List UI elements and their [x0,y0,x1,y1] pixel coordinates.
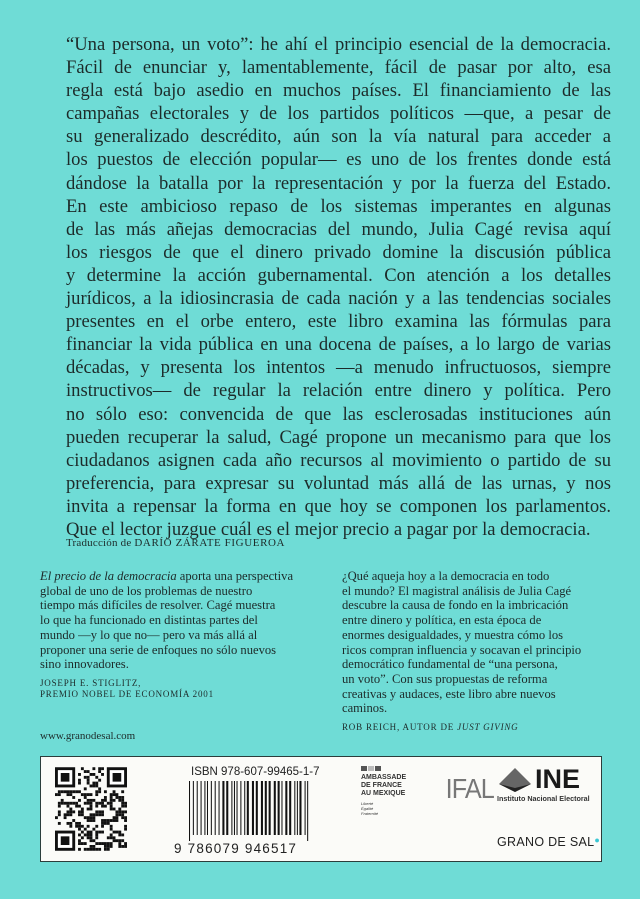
description-line: y determine la acción gubernamental. Con atención a los detalles [66,264,611,286]
blurb-line: tiempo más difíciles de resolver. Cagé muestra [40,598,276,613]
blurb-attribution: JOSEPH E. STIGLITZ, [40,677,142,688]
description-line: dándose la batalla por la representación y por la fuerza del Estado. [66,172,611,194]
motto-line: Égalité [361,806,374,811]
blurb-line: un voto”. Con sus propuestas de reforma [342,671,548,686]
blurb-line: descubre la causa de fondo en la imbricación [342,598,569,613]
back-cover-description [66,33,611,541]
blurb-attribution: PREMIO NOBEL DE ECONOMÍA 2001 [40,688,214,699]
blurb-line: ricos compran influencia y socavan el principio [342,642,582,657]
blurb-line: entre dinero y política, en esta época de [342,613,542,628]
blurb-attribution [342,722,604,733]
blurb-line: lo que ha funcionado en distintas partes del [40,613,258,628]
barcode-icon [189,781,311,841]
embassy-line: AU MEXIQUE [361,790,406,797]
description-line: instructivos— de regular la relación entre dinero y política. Pero [66,380,611,402]
blurb-line: el mundo? El magistral análisis de Julia Cagé [342,583,572,598]
description-line: su generalizado descrédito, aún son la vía natural para acceder a [66,126,611,148]
motto-line: Liberté [361,801,374,806]
blurb-stiglitz [40,569,302,700]
blurb-line [40,569,302,584]
embassy-line: DE FRANCE [361,782,402,789]
description-line: financiar la vida pública en una docena de países, a lo largo de varias [66,334,611,356]
barcode-number: 9 786079 946517 [174,841,298,856]
description-line: ciudadanos asignen cada año recursos al movimiento o partido de su [66,449,611,471]
book-title-italic: El precio de la democracia [40,569,177,583]
ine-wordmark: INE [535,764,581,794]
motto-line: Fraternité [361,811,379,816]
isbn-text: ISBN 978-607-99465-1-7 [191,766,320,778]
translator-name: DARÍO ZÁRATE FIGUEROA [134,537,286,549]
description-line: los riesgos de que el dinero privado domine la discusión pública [66,241,611,263]
description-line: Fácil de enunciar y, lamentablemente, fácil de pasar por alto, esa [66,57,611,79]
ifal-logo: IFAL [445,773,494,804]
blurb-line: creativas y audaces, este libro abre nuevos [342,686,556,701]
blurb-text: aporta una perspectiva [176,569,294,583]
embassy-line: AMBASSADE [361,774,407,781]
footer-logo-strip [40,756,602,862]
description-line: jurídicos, a la idiosincrasia de cada nación y a las tendencias sociales [66,288,611,310]
blurb-line: ¿Qué aqueja hoy a la democracia en todo [342,569,550,583]
description-line: En este ambicioso repaso de los sistemas imperantes en algunas [66,195,611,217]
description-line: preferencia, para expresar su voluntad más allá de las urnas, y nos [66,472,611,494]
blurb-line: democrático fundamental de “una persona, [342,657,558,672]
description-line: de las más añejas democracias del mundo, Julia Cagé revisa aquí [66,218,611,240]
blurb-line: caminos. [342,701,388,716]
french-flag-icon [361,766,406,771]
publisher-dot-icon: ● [594,835,601,845]
publisher-logo [497,835,600,849]
description-line: pueden recuperar la salud, Cagé propone un mecanismo para que los [66,426,611,448]
ine-emblem-icon [497,767,533,793]
description-line: campañas electorales y de los partidos políticos —que, a pesar de [66,103,611,125]
embassy-logo [361,766,406,816]
embassy-motto [361,801,406,816]
description-line: décadas, y presenta los intentos —a menudo infructuosos, siempre [66,357,611,379]
blurb-line: global de uno de los problemas de nuestro [40,583,253,598]
attribution-book-title: JUST GIVING [457,722,519,733]
description-line: “Una persona, un voto”: he ahí el principio esencial de la democracia. [66,34,611,55]
blurb-line: enormes desigualdades, y muestra cómo los [342,627,564,642]
blurb-line: mundo —y lo que no— pero va más allá al [40,627,258,642]
blurb-line: sino innovadores. [40,657,129,672]
qr-code-icon[interactable] [55,766,127,852]
description-line: regla está bajo asedio en muchos países. El financiamiento de las [66,80,611,102]
description-line: Que el lector juzgue cuál es el mejor precio a pagar por la democracia. [66,518,591,540]
blurb-reich [342,569,604,733]
attribution-prefix: ROB REICH, AUTOR DE [342,722,458,733]
description-line: no sólo eso: convencida de que las esclerosadas instituciones aún [66,403,611,425]
description-line: presentes en el orbe entero, este libro examina las fórmulas para [66,311,611,333]
description-line: los puestos de elección popular— es uno de los frentes donde está [66,149,611,171]
translator-credit [66,537,285,549]
publisher-name: GRANO DE SAL [497,835,595,849]
blurb-line: proponer una serie de enfoques no sólo nuevos [40,642,277,657]
translator-prefix: Traducción de [66,537,135,549]
description-line: invita a repensar la forma en que hoy se componen los parlamentos. [66,495,611,517]
publisher-website[interactable]: www.granodesal.com [40,730,136,742]
ine-full-name: Instituto Nacional Electoral [497,794,590,803]
